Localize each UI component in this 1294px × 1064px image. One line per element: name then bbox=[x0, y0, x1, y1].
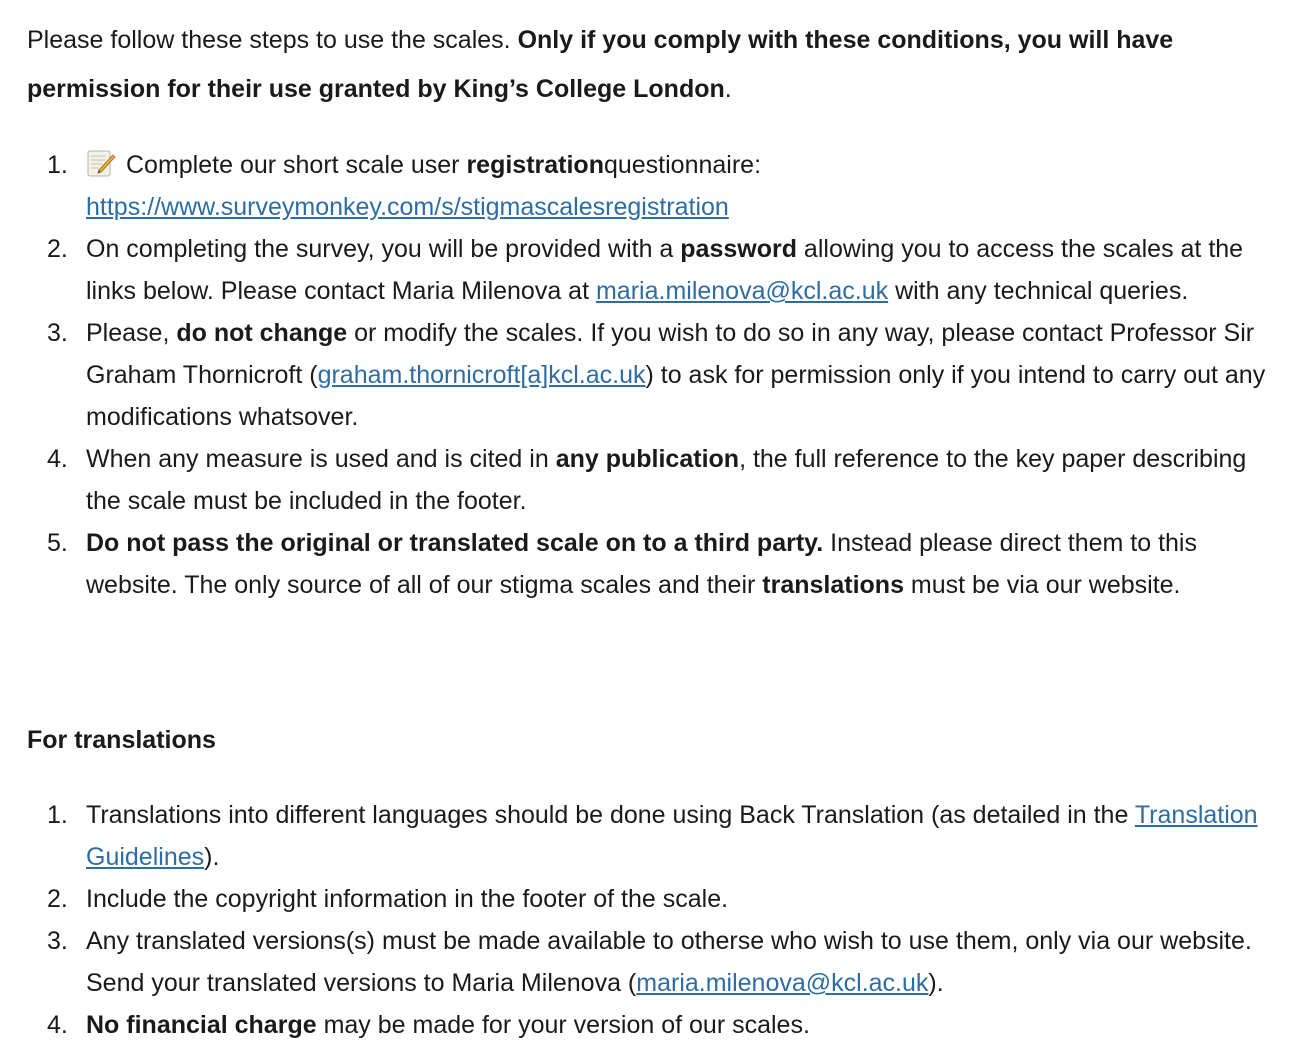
step-number: 2. bbox=[47, 235, 68, 263]
step-item-1 bbox=[27, 144, 1277, 228]
translations-list bbox=[27, 794, 1277, 1046]
survey-link[interactable]: https://www.surveymonkey.com/s/stigmascalesregistration bbox=[86, 193, 729, 221]
translation-number: 2. bbox=[47, 885, 68, 913]
intro-bold-text: Only if you comply with these conditions, you will have permission for their use granted by King’s College London bbox=[27, 26, 1174, 103]
translation-item-4 bbox=[27, 1004, 1277, 1046]
translation-item-2 bbox=[27, 878, 1277, 920]
translation-number: 3. bbox=[47, 927, 68, 955]
step-text: or modify the scales. If you wish to do so in any way, please contact Professor Sir Graham Thornicroft ( bbox=[86, 319, 1255, 389]
step-text: When any measure is used and is cited in bbox=[86, 445, 556, 473]
email-link-maria[interactable]: maria.milenova@kcl.ac.uk bbox=[636, 969, 929, 997]
translation-text: ). bbox=[928, 969, 944, 997]
step-text: with any technical queries. bbox=[888, 277, 1189, 305]
step-number: 5. bbox=[47, 529, 68, 557]
step-bold: any publication bbox=[555, 445, 740, 473]
step-number: 1. bbox=[47, 151, 68, 179]
translations-heading: For translations bbox=[27, 726, 216, 754]
translation-bold: No financial charge bbox=[86, 1011, 317, 1039]
step-text: allowing you to access the scales at the links below. Please contact Maria Milenova at bbox=[86, 235, 1244, 305]
step-number: 4. bbox=[47, 445, 68, 473]
step-bold: registration bbox=[466, 151, 604, 179]
step-text: Complete our short scale user bbox=[126, 151, 467, 179]
translation-text: ). bbox=[204, 843, 220, 871]
intro-end: . bbox=[724, 75, 732, 103]
step-text: ) to ask for permission only if you intend to carry out any modifications whatsover. bbox=[86, 361, 1266, 431]
translation-number: 1. bbox=[47, 801, 68, 829]
translation-text: Any translated versions(s) must be made available to otherse who wish to use them, only via our website. Send your translated versions to Maria Milenova ( bbox=[86, 927, 1252, 997]
step-text: must be via our website. bbox=[903, 571, 1181, 599]
memo-icon bbox=[86, 148, 116, 178]
translation-guidelines-link[interactable]: Translation Guidelines bbox=[86, 801, 1258, 871]
translation-text: Translations into different languages should be done using Back Translation (as detailed in the bbox=[86, 801, 1135, 829]
step-item-2 bbox=[27, 228, 1277, 312]
step-bold: do not change bbox=[176, 319, 348, 347]
translation-item-1 bbox=[27, 794, 1277, 878]
step-text: Instead please direct them to this website. The only source of all of our stigma scales and their bbox=[86, 529, 1197, 599]
steps-list bbox=[27, 144, 1277, 606]
step-bold: Do not pass the original or translated scale on to a third party. bbox=[86, 529, 824, 557]
intro-text: Please follow these steps to use the scales. bbox=[27, 26, 518, 54]
step-item-4 bbox=[27, 438, 1277, 522]
translation-text: Include the copyright information in the footer of the scale. bbox=[86, 885, 729, 913]
email-link-graham[interactable]: graham.thornicroft[a]kcl.ac.uk bbox=[317, 361, 646, 389]
intro-paragraph bbox=[27, 16, 1277, 114]
translation-text: may be made for your version of our scales. bbox=[316, 1011, 810, 1039]
step-text: On completing the survey, you will be provided with a bbox=[86, 235, 681, 263]
step-number: 3. bbox=[47, 319, 68, 347]
email-link-maria[interactable]: maria.milenova@kcl.ac.uk bbox=[595, 277, 889, 305]
step-text: Please, bbox=[86, 319, 177, 347]
step-text: questionnaire: bbox=[603, 151, 762, 179]
step-bold: translations bbox=[762, 571, 904, 599]
translation-number: 4. bbox=[47, 1011, 68, 1039]
step-bold: password bbox=[680, 235, 797, 263]
translation-item-3 bbox=[27, 920, 1277, 1004]
step-item-5 bbox=[27, 522, 1277, 606]
step-text: , the full reference to the key paper describing the scale must be included in the footer. bbox=[86, 445, 1247, 515]
step-item-3 bbox=[27, 312, 1277, 438]
